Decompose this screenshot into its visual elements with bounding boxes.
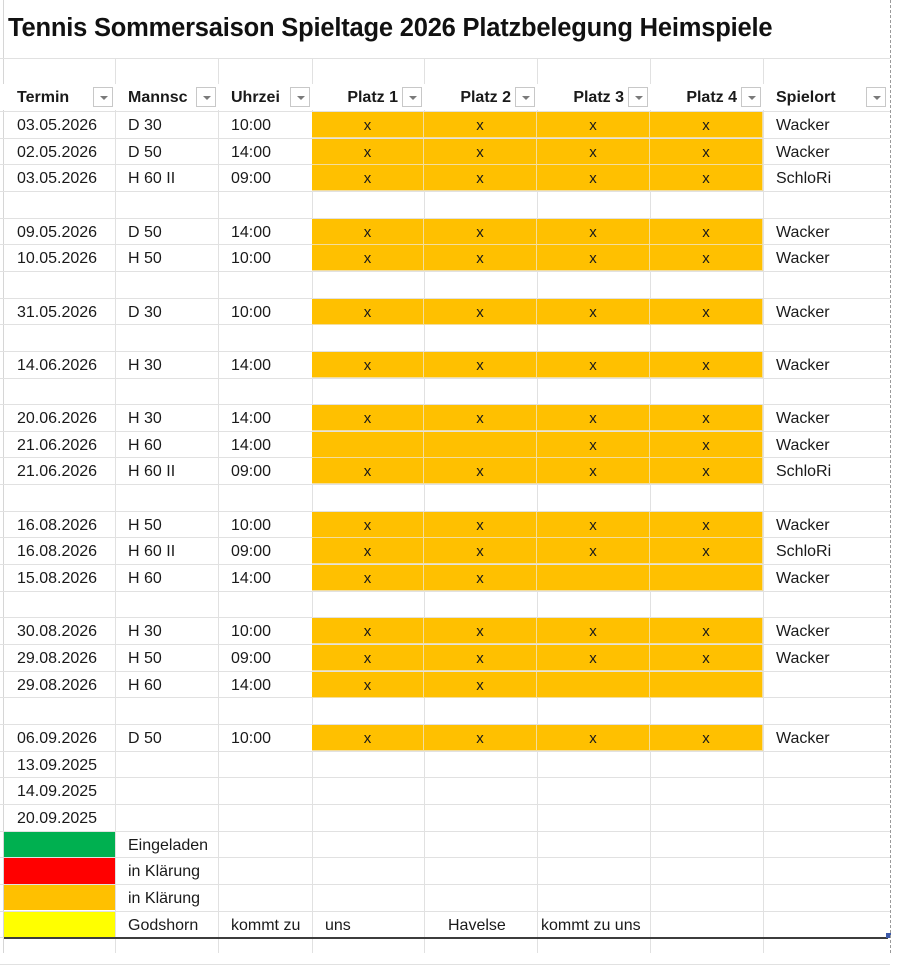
court-cell-p3[interactable]: x [537,405,650,431]
table-row [0,752,890,778]
time-cell[interactable]: 14:00 [231,570,272,588]
court-cell-p2[interactable]: x [424,725,537,751]
court-cell-p4[interactable]: x [650,352,763,378]
court-cell-p4[interactable]: x [650,645,763,671]
legend-note: Havelse [448,916,506,934]
column-header[interactable] [763,84,890,110]
legend-note: uns [325,916,351,934]
legend-note: kommt zu [231,916,301,934]
court-cell-p3[interactable]: x [537,618,650,644]
date-cell[interactable]: 29.08.2026 [17,650,98,667]
court-cell-p2[interactable]: x [424,405,537,431]
table-row [0,139,890,165]
empty-row [0,192,890,218]
court-cell-p1[interactable]: x [312,112,424,138]
court-cell-p4[interactable]: x [650,458,763,484]
team-cell[interactable]: D 50 [128,729,162,747]
column-header[interactable] [424,84,537,110]
date-cell[interactable]: 21.06.2026 [17,463,98,481]
time-cell[interactable]: 10:00 [231,250,272,268]
column-header[interactable] [650,84,763,110]
column-header[interactable] [537,84,650,110]
team-cell[interactable]: D 50 [128,143,162,161]
date-cell[interactable]: 03.05.2026 [17,117,98,134]
legend-color-swatch [4,832,115,858]
table-row [0,565,890,591]
court-cell-p3[interactable]: x [537,112,650,138]
legend-color-swatch [4,885,115,911]
court-cell-p3[interactable]: x [537,458,650,484]
venue-cell[interactable]: Wacker [776,143,830,161]
column-header[interactable] [4,84,115,110]
court-cell-p4[interactable]: x [650,725,763,751]
court-cell-p1[interactable]: x [312,672,424,698]
column-header-label: Uhrzei [231,89,280,106]
time-cell[interactable]: 09:00 [231,463,272,481]
team-cell[interactable]: H 50 [128,250,162,268]
time-cell[interactable]: 10:00 [231,729,272,747]
court-cell-p1[interactable]: x [312,165,424,191]
venue-cell[interactable]: Wacker [776,436,830,454]
venue-cell[interactable]: SchloRi [776,170,832,188]
time-cell[interactable]: 14:00 [231,143,272,161]
filter-dropdown-icon[interactable] [290,87,310,107]
team-cell[interactable]: H 60 II [128,543,176,561]
team-cell[interactable]: H 50 [128,650,162,667]
court-cell-p3[interactable]: x [537,139,650,165]
empty-row [0,698,890,724]
time-cell[interactable]: 10:00 [231,623,272,641]
court-cell-p1[interactable]: x [312,405,424,431]
column-header-label: Termin [17,89,70,106]
time-cell[interactable]: 09:00 [231,650,272,667]
team-cell[interactable]: H 30 [128,356,162,374]
legend-color-swatch [4,858,115,884]
court-cell-p2[interactable]: x [424,352,537,378]
court-cell-p2[interactable]: x [424,512,537,538]
date-cell[interactable]: 14.06.2026 [17,356,98,374]
date-cell[interactable]: 02.05.2026 [17,143,98,161]
venue-cell[interactable]: Wacker [776,303,830,321]
team-cell[interactable]: H 60 [128,570,162,588]
table-row [0,245,890,271]
table-row [0,512,890,538]
team-cell[interactable]: H 30 [128,410,162,428]
empty-row [0,485,890,511]
court-cell-p2[interactable]: x [424,538,537,564]
court-cell-p4[interactable]: x [650,165,763,191]
court-cell-p3[interactable]: x [537,219,650,245]
legend-label: Eingeladen [128,836,209,854]
table-row [0,405,890,431]
court-cell-p1[interactable]: x [312,299,424,325]
team-cell[interactable]: D 30 [128,303,162,321]
court-cell-p2[interactable]: x [424,299,537,325]
court-cell-p4[interactable]: x [650,538,763,564]
venue-cell[interactable]: Wacker [776,410,830,428]
court-cell-p3[interactable]: x [537,165,650,191]
time-cell[interactable]: 14:00 [231,676,272,694]
sheet-title[interactable]: Tennis Sommersaison Spieltage 2026 Platzbelegung Heimspiele [8,14,773,42]
column-header-label: Platz 3 [573,89,624,106]
team-cell[interactable]: H 30 [128,623,162,641]
court-cell-p4[interactable]: x [650,405,763,431]
court-cell-p2[interactable]: x [424,245,537,271]
date-cell[interactable]: 16.08.2026 [17,543,98,561]
venue-cell[interactable]: SchloRi [776,543,832,561]
court-cell-p3[interactable]: x [537,245,650,271]
court-cell-p4[interactable]: x [650,245,763,271]
team-cell[interactable]: D 30 [128,117,162,134]
table-row [0,458,890,484]
table-row [0,645,890,671]
time-cell[interactable]: 10:00 [231,516,272,534]
time-cell[interactable]: 10:00 [231,117,272,134]
time-cell[interactable]: 14:00 [231,436,272,454]
table-row [0,112,890,138]
table-row [0,299,890,325]
court-cell-p2[interactable]: x [424,165,537,191]
table-row [0,618,890,644]
date-cell[interactable]: 14.09.2025 [17,783,98,801]
time-cell[interactable]: 14:00 [231,356,272,374]
table-bottom-border [4,937,888,939]
court-cell-p3[interactable]: x [537,299,650,325]
court-cell-p3[interactable]: x [537,352,650,378]
table-header-row [0,84,890,110]
date-cell[interactable]: 16.08.2026 [17,516,98,534]
filter-dropdown-icon[interactable] [628,87,648,107]
court-cell-p3[interactable]: x [537,725,650,751]
table-row [0,805,890,831]
court-cell-p2[interactable]: x [424,139,537,165]
table-row [0,219,890,245]
column-header-label: Platz 4 [686,89,737,106]
venue-cell[interactable]: Wacker [776,117,830,134]
column-header[interactable] [115,84,218,110]
column-header-label: Spielort [776,89,836,106]
venue-cell[interactable]: Wacker [776,729,830,747]
date-cell[interactable]: 13.09.2025 [17,756,98,774]
filter-dropdown-icon[interactable] [93,87,113,107]
court-cell-p1[interactable]: x [312,618,424,644]
date-cell[interactable]: 09.05.2026 [17,223,98,241]
date-cell[interactable]: 29.08.2026 [17,676,98,694]
column-header[interactable] [218,84,312,110]
court-cell-p2[interactable]: x [424,672,537,698]
table-row [0,165,890,191]
legend-note: kommt zu uns [541,916,641,934]
empty-row [0,379,890,405]
court-cell-p1[interactable]: x [312,538,424,564]
court-cell-p1[interactable]: x [312,565,424,591]
table-row [0,778,890,804]
court-cell-p3[interactable]: x [537,432,650,458]
court-cell-p1[interactable]: x [312,645,424,671]
filter-dropdown-icon[interactable] [866,87,886,107]
court-cell-p4[interactable]: x [650,432,763,458]
court-cell-p1[interactable]: x [312,219,424,245]
empty-row [0,272,890,298]
court-cell-p2[interactable]: x [424,219,537,245]
table-row [0,725,890,751]
grid-row-line [0,58,890,59]
column-header-label: Mannsc [128,89,188,106]
date-cell[interactable]: 20.06.2026 [17,410,98,428]
venue-cell[interactable]: SchloRi [776,463,832,481]
date-cell[interactable]: 30.08.2026 [17,623,98,641]
empty-row [0,325,890,351]
filter-dropdown-icon[interactable] [196,87,216,107]
court-cell-p2[interactable]: x [424,112,537,138]
date-cell[interactable]: 20.09.2025 [17,809,98,827]
filter-dropdown-icon[interactable] [515,87,535,107]
court-cell-p1[interactable]: x [312,458,424,484]
date-cell[interactable]: 31.05.2026 [17,303,98,321]
table-row [0,672,890,698]
court-cell-p4[interactable]: x [650,139,763,165]
filter-dropdown-icon[interactable] [402,87,422,107]
legend-label: in Klärung [128,863,201,881]
column-header-label: Platz 2 [460,89,511,106]
time-cell[interactable]: 14:00 [231,410,272,428]
court-cell-p4[interactable]: x [650,512,763,538]
date-cell[interactable]: 10.05.2026 [17,250,98,268]
venue-cell[interactable]: Wacker [776,223,830,241]
date-cell[interactable]: 03.05.2026 [17,170,98,188]
legend-color-swatch [4,912,115,938]
team-cell[interactable]: D 50 [128,223,162,241]
court-cell-p4[interactable]: x [650,219,763,245]
court-cell-p4[interactable]: x [650,112,763,138]
time-cell[interactable]: 09:00 [231,170,272,188]
venue-cell[interactable]: Wacker [776,623,830,641]
table-row [0,352,890,378]
court-cell-p2[interactable]: x [424,565,537,591]
venue-cell[interactable]: Wacker [776,570,830,588]
legend-label: Godshorn [128,916,199,934]
court-cell-p3[interactable]: x [537,645,650,671]
court-cell-p1[interactable]: x [312,352,424,378]
court-cell-p4[interactable]: x [650,618,763,644]
time-cell[interactable]: 09:00 [231,543,272,561]
date-cell[interactable]: 06.09.2026 [17,729,98,747]
team-cell[interactable]: H 60 [128,436,162,454]
column-header-label: Platz 1 [347,89,398,106]
column-header[interactable] [312,84,424,110]
court-cell-p3[interactable]: x [537,538,650,564]
team-cell[interactable]: H 60 II [128,170,176,188]
empty-row [0,592,890,618]
venue-cell[interactable]: Wacker [776,250,830,268]
court-cell-p1[interactable]: x [312,245,424,271]
court-cell-p2[interactable]: x [424,458,537,484]
table-row [0,538,890,564]
date-cell[interactable]: 21.06.2026 [17,436,98,454]
court-cell-p4[interactable]: x [650,299,763,325]
time-cell[interactable]: 10:00 [231,303,272,321]
court-cell-p1[interactable]: x [312,725,424,751]
team-cell[interactable]: H 60 II [128,463,176,481]
venue-cell[interactable]: Wacker [776,650,830,667]
venue-cell[interactable]: Wacker [776,356,830,374]
court-cell-p3[interactable]: x [537,512,650,538]
court-cell-p2[interactable]: x [424,645,537,671]
date-cell[interactable]: 15.08.2026 [17,570,98,588]
time-cell[interactable]: 14:00 [231,223,272,241]
team-cell[interactable]: H 60 [128,676,162,694]
court-cell-p2[interactable]: x [424,618,537,644]
legend-label: in Klärung [128,889,201,907]
filter-dropdown-icon[interactable] [741,87,761,107]
court-cell-p1[interactable]: x [312,139,424,165]
page-break-line [890,0,891,953]
team-cell[interactable]: H 50 [128,516,162,534]
court-cell-p1[interactable]: x [312,512,424,538]
venue-cell[interactable]: Wacker [776,516,830,534]
table-row [0,432,890,458]
